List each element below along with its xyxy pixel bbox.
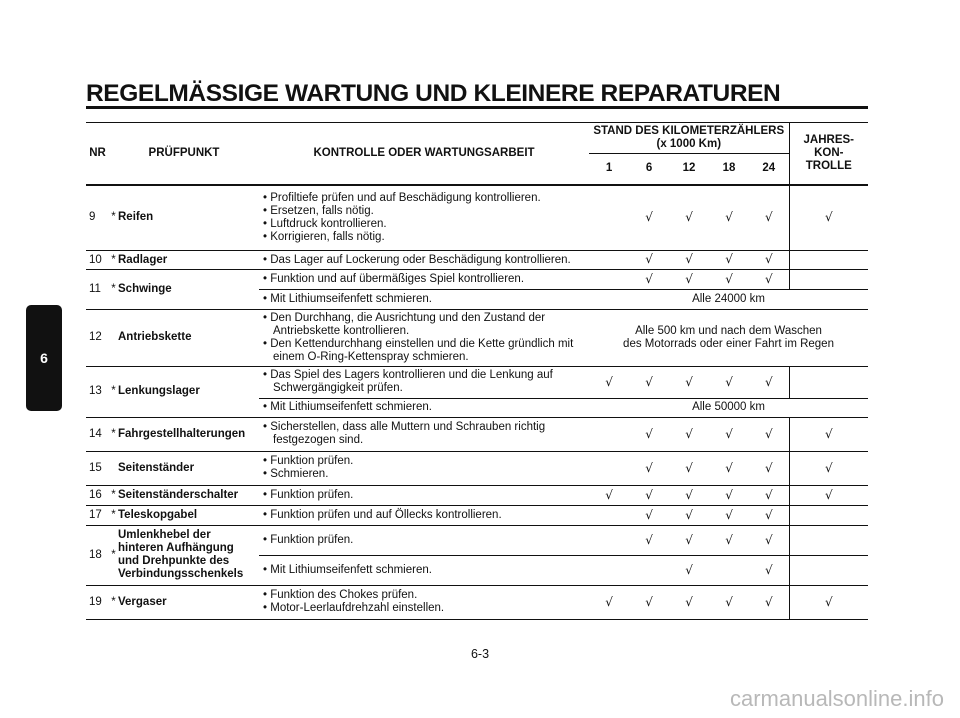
check-mark: √: [605, 487, 613, 502]
check-mark: √: [725, 460, 733, 475]
check-mark: √: [685, 532, 693, 547]
table-row: 15 Seitenständer • Funktion prüfen. • Schmieren. √ √ √ √ √: [86, 451, 868, 485]
work-description: • Funktion prüfen. • Schmieren.: [263, 455, 354, 481]
work-description: • Mit Lithiumseifenfett schmieren.: [263, 563, 432, 576]
work-description: • Den Durchhang, die Ausrichtung und den Zustand der Antriebskette kontrollieren. • Den Kettendurchhang einstellen und die Kette gründlich mit einem O-Ring-Kettenspray schmieren.: [263, 312, 574, 363]
check-mark: [589, 451, 629, 485]
chapter-number: 6: [40, 350, 48, 366]
work-description: • Das Lager auf Lockerung oder Beschädigung kontrollieren.: [263, 253, 571, 266]
check-mark: √: [725, 209, 733, 224]
table-row: 10 * Radlager • Das Lager auf Lockerung oder Beschädigung kontrollieren. √ √ √ √: [86, 251, 868, 270]
check-mark: √: [764, 594, 773, 609]
page-title: REGELMÄSSIGE WARTUNG UND KLEINERE REPARATUREN: [86, 80, 781, 107]
table-row: 17 * Teleskopgabel • Funktion prüfen und auf Öllecks kontrollieren. √ √ √ √: [86, 505, 868, 525]
work-description: • Funktion und auf übermäßiges Spiel kontrollieren.: [263, 273, 525, 285]
check-mark: √: [764, 507, 773, 522]
check-mark: √: [764, 532, 773, 547]
check-mark: √: [764, 271, 773, 286]
table-row: 14 * Fahrgestellhalterungen • Sicherstellen, dass alle Muttern und Schrauben richtig festgezogen sind. √ √ √ √ √: [86, 417, 868, 451]
check-mark: √: [764, 209, 773, 224]
work-description: • Funktion prüfen.: [263, 488, 354, 501]
annual-check: [789, 270, 868, 290]
header-work: KONTROLLE ODER WARTUNGSARBEIT: [259, 123, 589, 185]
check-mark: √: [685, 487, 693, 502]
check-mark: √: [685, 460, 693, 475]
check-mark: √: [725, 252, 733, 267]
check-mark: √: [764, 562, 773, 577]
header-km-col: 24: [749, 154, 789, 185]
watermark: carmanualsonline.info: [729, 686, 944, 711]
check-mark: √: [685, 374, 693, 389]
work-description: • Sicherstellen, dass alle Muttern und Schrauben richtig festgezogen sind.: [263, 421, 546, 447]
header-nr: NR: [86, 123, 109, 185]
item-name: Fahrgestellhalterungen: [118, 427, 246, 440]
work-description: • Funktion des Chokes prüfen. • Motor-Leerlaufdrehzahl einstellen.: [263, 589, 445, 615]
annual-check: [789, 525, 868, 555]
annual-check: [789, 251, 868, 270]
interval-text: Alle 24000 km: [692, 293, 765, 305]
check-mark: √: [725, 487, 733, 502]
header-odometer: [589, 123, 789, 154]
item-name: Antriebskette: [118, 331, 192, 344]
check-mark: √: [725, 594, 733, 609]
check-mark: √: [764, 374, 773, 389]
item-name: Reifen: [118, 211, 154, 224]
header-odometer-line1: STAND DES KILOMETERZÄHLERS: [593, 125, 785, 138]
item-name: Radlager: [118, 253, 168, 266]
check-mark: √: [645, 487, 653, 502]
item-name: Teleskopgabel: [118, 508, 198, 521]
work-description: • Mit Lithiumseifenfett schmieren.: [263, 401, 432, 414]
check-mark: √: [645, 426, 653, 441]
annual-check: [789, 366, 868, 398]
annual-check: [789, 555, 868, 585]
check-mark: √: [645, 594, 653, 609]
check-mark: √: [764, 487, 773, 502]
work-description: • Funktion prüfen.: [263, 533, 354, 546]
check-mark: √: [645, 271, 653, 286]
check-mark: √: [764, 460, 773, 475]
table-row: 19 * Vergaser • Funktion des Chokes prüfen. • Motor-Leerlaufdrehzahl einstellen. √ √ √ √ √ √: [86, 585, 868, 619]
check-mark: [589, 251, 629, 270]
check-mark: √: [764, 252, 773, 267]
annual-check: [789, 505, 868, 525]
check-mark: √: [685, 252, 693, 267]
check-mark: √: [685, 562, 693, 577]
item-name: Seitenständer: [118, 461, 195, 474]
interval-text: Alle 500 km und nach dem Waschen des Motorrads oder einer Fahrt im Regen: [623, 324, 834, 350]
check-mark: √: [725, 426, 733, 441]
check-mark: √: [685, 594, 693, 609]
maintenance-table: [86, 122, 868, 620]
item-name: Lenkungslager: [118, 385, 200, 398]
header-km-col: 12: [669, 154, 709, 185]
check-mark: [589, 505, 629, 525]
work-description: • Mit Lithiumseifenfett schmieren.: [263, 293, 432, 305]
check-mark: √: [645, 374, 653, 389]
work-description: • Das Spiel des Lagers kontrollieren und die Lenkung auf Schwergängigkeit prüfen.: [263, 369, 553, 395]
table-row: 13 * Lenkungslager • Das Spiel des Lagers kontrollieren und die Lenkung auf Schwergängigkeit prüfen. √ √ √ √ √: [86, 366, 868, 398]
page-number: 6-3: [470, 647, 490, 661]
header-km-col: 18: [709, 154, 749, 185]
check-mark: [589, 417, 629, 451]
check-mark: [589, 185, 629, 251]
check-mark: √: [725, 507, 733, 522]
header-km-col: 1: [589, 154, 629, 185]
table-row: 9 * Reifen • Profiltiefe prüfen und auf Beschädigung kontrollieren. • Ersetzen, falls nötig. • Luftdruck kontrollieren. • Korrigieren, falls nötig. √ √ √ √ √: [86, 185, 868, 251]
item-name: Seitenständerschalter: [118, 488, 239, 501]
annual-check: √: [789, 485, 868, 505]
annual-check: √: [789, 185, 868, 251]
check-mark: √: [725, 271, 733, 286]
check-mark: √: [685, 426, 693, 441]
header-km-col: 6: [629, 154, 669, 185]
check-mark: √: [605, 374, 613, 389]
check-mark: [589, 555, 629, 585]
check-mark: √: [685, 507, 693, 522]
check-mark: [589, 525, 629, 555]
annual-check: √: [789, 585, 868, 619]
check-mark: √: [645, 532, 653, 547]
header-odometer-line2: (x 1000 Km): [656, 138, 722, 150]
item-name: Schwinge: [118, 283, 172, 295]
check-mark: √: [645, 460, 653, 475]
table-row: 11 * Schwinge • Funktion und auf übermäßiges Spiel kontrollieren. √ √ √ √: [86, 270, 868, 290]
check-mark: [709, 555, 749, 585]
check-mark: √: [685, 209, 693, 224]
interval-text: Alle 50000 km: [692, 401, 765, 414]
table-row: 18 * Umlenkhebel der hinteren Aufhängung und Drehpunkte des Verbindungsschenkels • Funktion prüfen. √ √ √ √: [86, 525, 868, 555]
check-mark: √: [725, 374, 733, 389]
annual-check: √: [789, 417, 868, 451]
item-name: Vergaser: [118, 595, 167, 608]
check-mark: [629, 555, 669, 585]
check-mark: √: [645, 209, 653, 224]
title-underline: [86, 106, 868, 109]
table-row: 12 Antriebskette • Den Durchhang, die Ausrichtung und den Zustand der Antriebskette kontrollieren. • Den Kettendurchhang einstellen und die Kette gründlich mit einem O-Ring-Kettenspray schmieren. Alle 500 km und nach dem Waschen des Motorrads oder einer Fahrt im Regen: [86, 310, 868, 367]
check-mark: √: [645, 252, 653, 267]
check-mark: √: [764, 426, 773, 441]
annual-check: √: [789, 451, 868, 485]
chapter-tab: [26, 305, 62, 411]
work-description: • Profiltiefe prüfen und auf Beschädigung kontrollieren. • Ersetzen, falls nötig. • Luftdruck kontrollieren. • Korrigieren, falls nötig.: [263, 191, 541, 243]
check-mark: √: [725, 532, 733, 547]
item-name: Umlenkhebel der hinteren Aufhängung und Drehpunkte des Verbindungsschenkels: [118, 529, 244, 581]
table-row: 16 * Seitenständerschalter • Funktion prüfen. √ √ √ √ √ √: [86, 485, 868, 505]
check-mark: √: [685, 271, 693, 286]
header-item: PRÜFPUNKT: [109, 123, 259, 185]
work-description: • Funktion prüfen und auf Öllecks kontrollieren.: [263, 508, 502, 521]
check-mark: [589, 270, 629, 290]
header-annual: JAHRES- KON- TROLLE: [789, 123, 868, 185]
check-mark: √: [645, 507, 653, 522]
check-mark: √: [605, 594, 613, 609]
